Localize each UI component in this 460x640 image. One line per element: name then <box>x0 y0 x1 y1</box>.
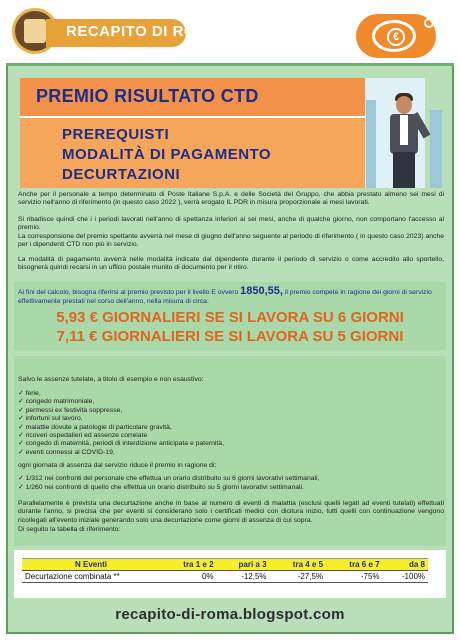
list-item: ✓ infortuni sul lavoro, <box>18 415 224 423</box>
table-cell: -100% <box>383 571 428 583</box>
intro-paragraph-2: Si ribadisce quindi che i i periodi lavorati nell'anno di spettanza inferiori ai sei mesi, anche di qualche giorno, non comportano l'accesso al premio. <box>18 216 444 232</box>
list-item: ✓ congedo di maternità, periodi di interdizione anticipata e paternità, <box>18 440 224 448</box>
list-item: ✓ eventi connessi al COVID-19, <box>18 449 224 457</box>
table-header-cell: tra 4 e 5 <box>270 559 327 571</box>
reduction-list <box>18 475 319 492</box>
table-header-row <box>22 559 428 571</box>
reduction-intro: ogni giornata di assenza dal servizio riduce il premio in ragione di: <box>18 462 217 469</box>
calc-before: Ai fini del calcolo, bisogna riferirsi al premio previsto per il livello E ovvero <box>18 289 239 296</box>
list-item: ✓ 1/260 nei confronti di quello che effettua un orario distribuito su 5 giorni lavorativi settimanali. <box>18 484 319 493</box>
table-cell: Decurtazione combinata ** <box>22 571 160 583</box>
list-item: ✓ ricoveri ospedalieri ed assenze correlate <box>18 432 224 440</box>
table-header-cell: pari a 3 <box>217 559 270 571</box>
list-item: ✓ ferie, <box>18 390 224 398</box>
daily-rate-5-days: 7,11 € GIORNALIERI SE SI LAVORA SU 5 GIORNI <box>56 328 404 345</box>
subtitle-decurtazioni: DECURTAZIONI <box>62 166 181 183</box>
table-header-cell: da 8 <box>383 559 428 571</box>
calculation-text <box>18 287 444 307</box>
page-title: PREMIO RISULTATO CTD <box>36 86 259 106</box>
premium-amount: 1850,55, <box>240 285 283 297</box>
deduction-table <box>22 558 428 583</box>
closing-paragraph: Parallelamente è prevista una decurtazione anche in base al numero di eventi di malattia (esclusi quelli legati ad eventi tutelati) effettuati durante l'anno, si precisa che per eventi si considerano solo i certificati medici con dicitura inizio, tutti quelli con continuazione vengono ricollegati all'evento iniziale generando solo una decurtazione come giorni di assenza di cui sopra. <box>18 500 444 524</box>
table-row <box>22 571 428 583</box>
intro-paragraph-4: La modalità di pagamento avverrà nelle modalità indicate dal dipendente durante il periodo di servizio o come accredito allo sportello, bisognerà quindi recarsi in un ufficio postale munito di documento per il ritiro. <box>18 256 444 272</box>
table-header-cell: tra 6 e 7 <box>326 559 383 571</box>
table-cell: -75% <box>326 571 383 583</box>
list-item: ✓ permessi ex festività soppresse, <box>18 407 224 415</box>
list-item: ✓ 1/312 nei confronti del personale che effettua un orario distribuito su 6 giorni lavorativi settimanali, <box>18 475 319 484</box>
protected-absences-list <box>18 390 224 457</box>
table-cell: -12,5% <box>217 571 270 583</box>
intro-paragraph-3: La corresponsione del premio spettante avverrà nel mese di giugno dell'anno seguente al periodo di riferimento ( in questo caso 2023) anche per i dipendenti CTD non più in servizio. <box>18 233 444 249</box>
subtitle-prerequisiti: PREREQUISTI <box>62 126 170 143</box>
piggy-bank-euro-icon: € <box>372 20 416 52</box>
coin-icon <box>424 18 434 28</box>
table-intro: Di seguito la tabella di riferimento: <box>18 526 121 533</box>
table-header-cell: tra 1 e 2 <box>160 559 217 571</box>
footer-url: recapito-di-roma.blogspot.com <box>115 606 345 623</box>
table-cell: 0% <box>160 571 217 583</box>
logo-text: RECAPITO DI ROMA <box>66 23 221 40</box>
absences-intro: Salvo le assenze tutelate, a titolo di esempio e non esaustivo: <box>18 376 204 383</box>
list-item: ✓ congedo matrimoniale, <box>18 398 224 406</box>
daily-rate-6-days: 5,93 € GIORNALIERI SE SI LAVORA SU 6 GIORNI <box>56 309 404 326</box>
list-item: ✓ malattie dovute a patologie di particolare gravità, <box>18 424 224 432</box>
intro-paragraph-1: Anche per il personale a tempo determinato di Poste Italiane S.p.A. e delle Società del Gruppo, che abbia prestato almeno sei mesi di servizio nell'anno di riferimento (in questo caso 2022 ), verrà erogato IL PDR in misura proporzionale ai mesi lavorati. <box>18 191 444 207</box>
table-cell: -27,5% <box>270 571 327 583</box>
calc-after: il premio compete in ragione dei giorni di servizio effettivamente prestati nel corso dell'anno, nella misura di circa: <box>18 289 432 305</box>
subtitle-modalita: MODALITÀ DI PAGAMENTO <box>62 146 272 163</box>
table-header-cell: N Eventi <box>22 559 160 571</box>
businessman-illustration <box>374 78 436 194</box>
